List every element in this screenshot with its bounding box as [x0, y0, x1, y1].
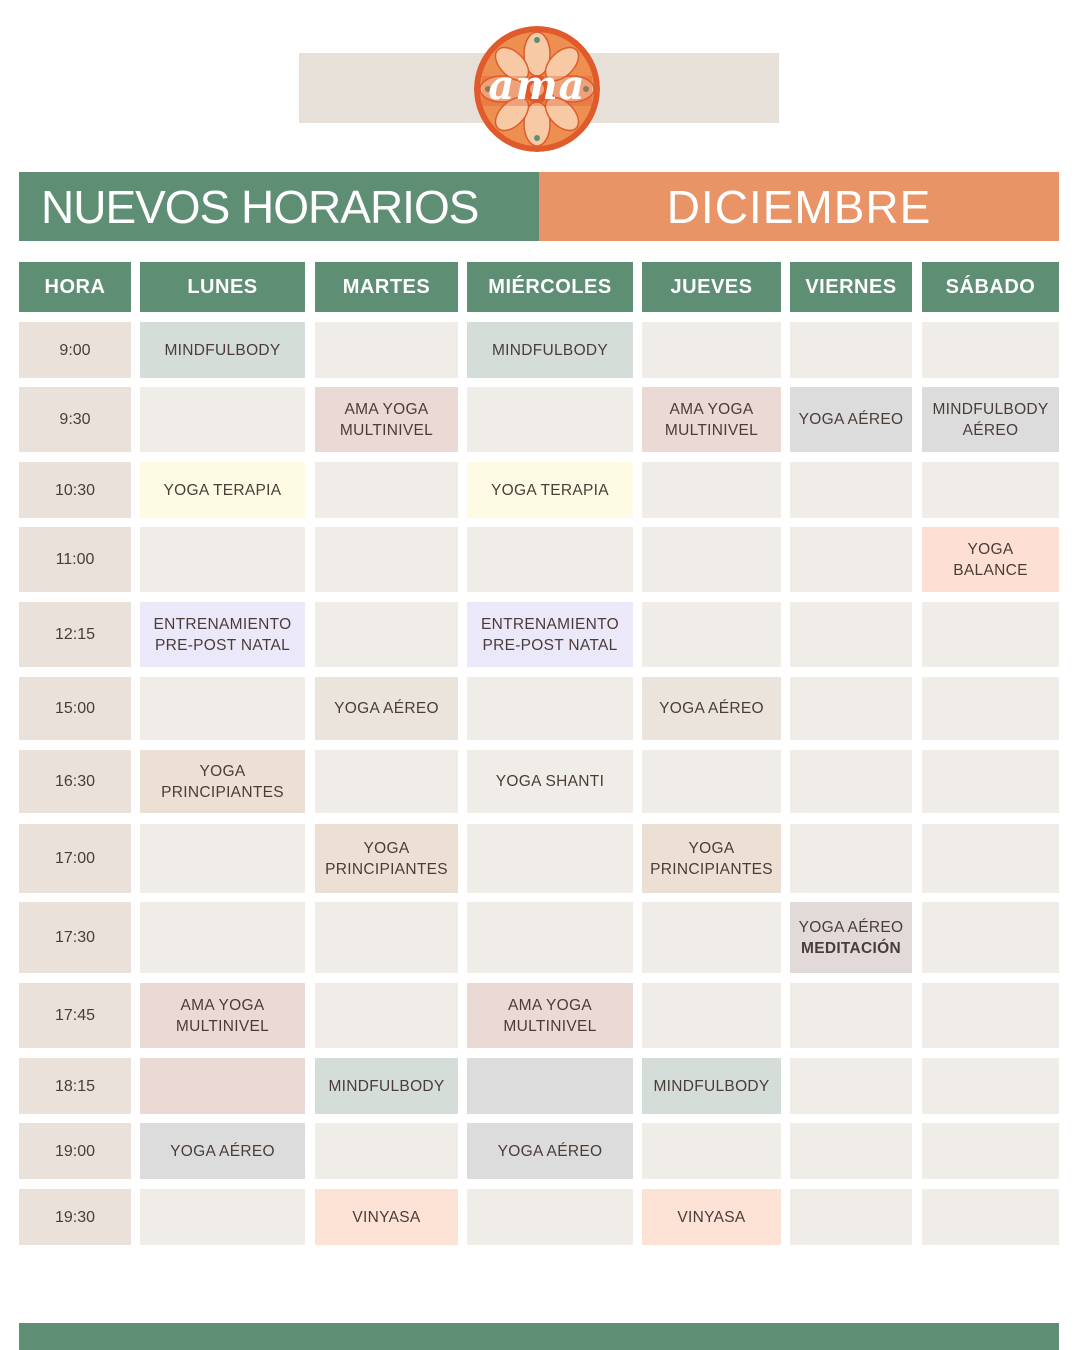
header-martes: MARTES: [315, 262, 458, 312]
empty-cell: [315, 322, 458, 378]
empty-cell: [922, 1189, 1059, 1245]
empty-cell: [790, 750, 912, 813]
empty-cell: [790, 602, 912, 667]
footer-bar: [19, 1323, 1059, 1350]
class-cell: MINDFULBODY: [467, 322, 633, 378]
class-cell: MINDFULBODY: [315, 1058, 458, 1114]
month-banner: [539, 172, 1059, 241]
empty-cell: [140, 902, 305, 973]
empty-cell: [315, 527, 458, 592]
class-cell: AMA YOGA MULTINIVEL: [140, 983, 305, 1048]
class-cell: MINDFULBODY AÉREO: [922, 387, 1059, 452]
empty-cell: [467, 824, 633, 893]
empty-cell: [467, 1189, 633, 1245]
class-cell: VINYASA: [642, 1189, 781, 1245]
empty-cell: [140, 677, 305, 740]
empty-cell: [140, 1058, 305, 1114]
empty-cell: [140, 1189, 305, 1245]
empty-cell: [642, 602, 781, 667]
empty-cell: [642, 750, 781, 813]
header-miercoles: MIÉRCOLES: [467, 262, 633, 312]
empty-cell: [315, 902, 458, 973]
class-cell: YOGA TERAPIA: [140, 462, 305, 518]
class-cell: MINDFULBODY: [140, 322, 305, 378]
class-cell: MINDFULBODY: [642, 1058, 781, 1114]
time-cell: 15:00: [19, 677, 131, 740]
class-cell: AMA YOGA MULTINIVEL: [642, 387, 781, 452]
header-sabado: SÁBADO: [922, 262, 1059, 312]
empty-cell: [922, 462, 1059, 518]
empty-cell: [922, 750, 1059, 813]
class-cell: YOGA PRINCIPIANTES: [315, 824, 458, 893]
header-hora: HORA: [19, 262, 131, 312]
empty-cell: [140, 824, 305, 893]
time-cell: 10:30: [19, 462, 131, 518]
header-viernes: VIERNES: [790, 262, 912, 312]
class-cell: ENTRENAMIENTO PRE-POST NATAL: [140, 602, 305, 667]
empty-cell: [315, 750, 458, 813]
title-banner: [19, 172, 539, 241]
empty-cell: [790, 983, 912, 1048]
class-cell: AMA YOGA MULTINIVEL: [467, 983, 633, 1048]
empty-cell: [922, 1058, 1059, 1114]
empty-cell: [922, 902, 1059, 973]
time-cell: 18:15: [19, 1058, 131, 1114]
time-cell: 16:30: [19, 750, 131, 813]
empty-cell: [642, 902, 781, 973]
class-cell: YOGA AÉREO: [790, 387, 912, 452]
time-cell: 12:15: [19, 602, 131, 667]
empty-cell: [642, 462, 781, 518]
empty-cell: [790, 527, 912, 592]
empty-cell: [922, 322, 1059, 378]
empty-cell: [467, 1058, 633, 1114]
empty-cell: [315, 462, 458, 518]
class-cell: YOGA AÉREO: [642, 677, 781, 740]
empty-cell: [790, 1058, 912, 1114]
time-cell: 19:30: [19, 1189, 131, 1245]
empty-cell: [922, 983, 1059, 1048]
ama-logo: [474, 26, 600, 152]
time-cell: 17:30: [19, 902, 131, 973]
class-name: YOGA AÉREO: [798, 918, 904, 936]
time-cell: 9:00: [19, 322, 131, 378]
class-cell: YOGA AÉREO: [140, 1123, 305, 1179]
empty-cell: [922, 824, 1059, 893]
empty-cell: [315, 983, 458, 1048]
empty-cell: [642, 322, 781, 378]
logo-text: ama: [488, 62, 586, 109]
empty-cell: [790, 462, 912, 518]
class-cell: YOGA SHANTI: [467, 750, 633, 813]
empty-cell: [922, 1123, 1059, 1179]
empty-cell: [922, 677, 1059, 740]
class-cell: YOGA PRINCIPIANTES: [642, 824, 781, 893]
class-cell: [790, 902, 912, 973]
empty-cell: [467, 677, 633, 740]
class-cell: YOGA TERAPIA: [467, 462, 633, 518]
empty-cell: [790, 1123, 912, 1179]
class-cell: YOGA AÉREO: [467, 1123, 633, 1179]
time-cell: 17:45: [19, 983, 131, 1048]
time-cell: 11:00: [19, 527, 131, 592]
class-cell: YOGA BALANCE: [922, 527, 1059, 592]
class-cell: YOGA PRINCIPIANTES: [140, 750, 305, 813]
class-cell: ENTRENAMIENTO PRE-POST NATAL: [467, 602, 633, 667]
empty-cell: [140, 387, 305, 452]
empty-cell: [790, 322, 912, 378]
time-cell: 9:30: [19, 387, 131, 452]
empty-cell: [790, 1189, 912, 1245]
header-lunes: LUNES: [140, 262, 305, 312]
empty-cell: [467, 527, 633, 592]
empty-cell: [790, 824, 912, 893]
empty-cell: [642, 1123, 781, 1179]
page-title: NUEVOS HORARIOS: [41, 180, 479, 233]
empty-cell: [315, 602, 458, 667]
empty-cell: [467, 387, 633, 452]
empty-cell: [140, 527, 305, 592]
empty-cell: [642, 527, 781, 592]
empty-cell: [922, 602, 1059, 667]
empty-cell: [467, 902, 633, 973]
empty-cell: [315, 1123, 458, 1179]
empty-cell: [642, 983, 781, 1048]
empty-cell: [790, 677, 912, 740]
class-cell: YOGA AÉREO: [315, 677, 458, 740]
class-cell: AMA YOGA MULTINIVEL: [315, 387, 458, 452]
class-subtitle: MEDITACIÓN: [800, 939, 901, 957]
class-cell: VINYASA: [315, 1189, 458, 1245]
time-cell: 17:00: [19, 824, 131, 893]
time-cell: 19:00: [19, 1123, 131, 1179]
header-jueves: JUEVES: [642, 262, 781, 312]
month-title: DICIEMBRE: [666, 180, 932, 233]
